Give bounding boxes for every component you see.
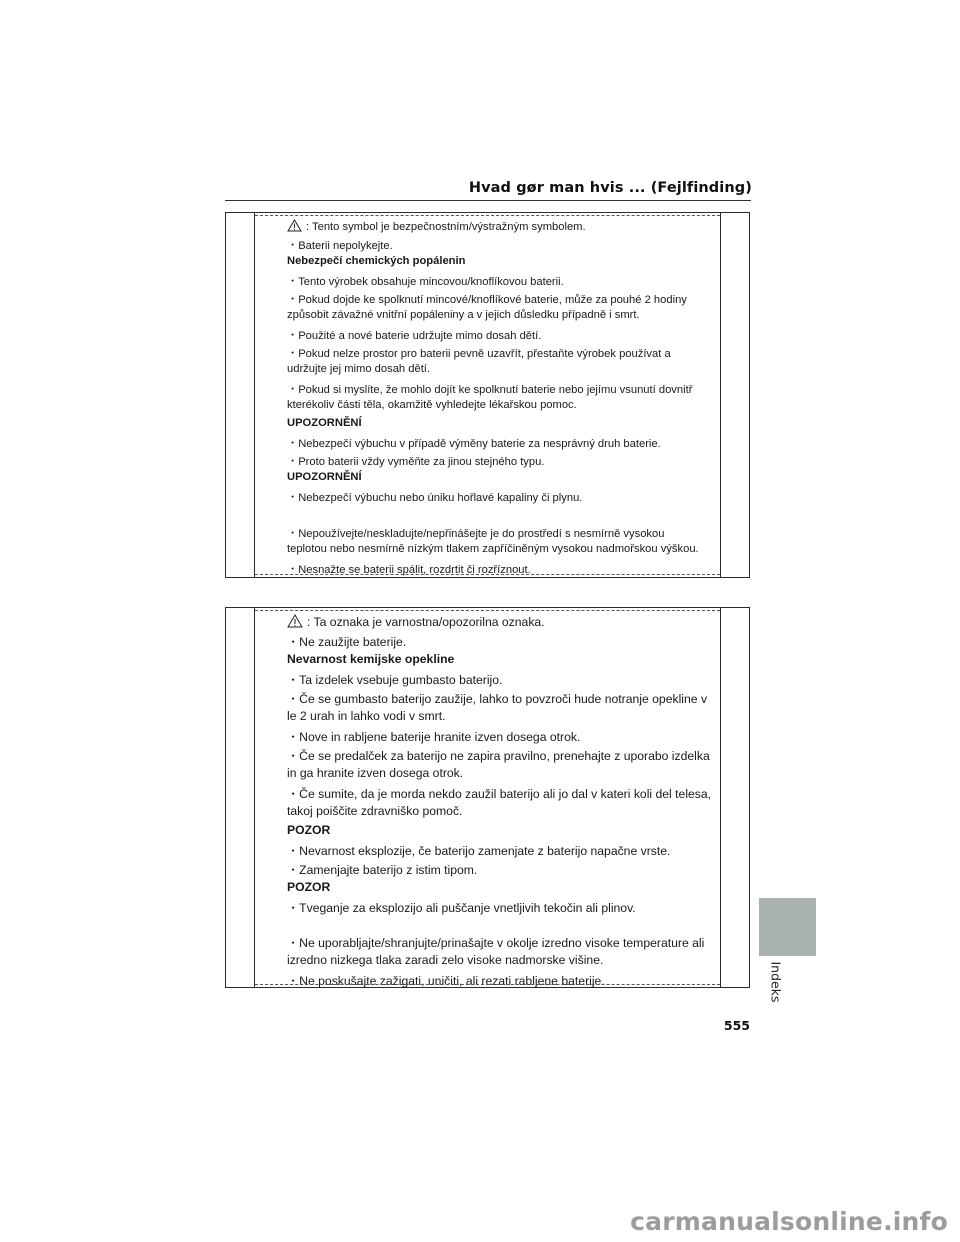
text-line: ・Proto baterii vždy vyměňte za jinou stejného typu. — [287, 456, 545, 468]
heading-caution: POZOR — [287, 880, 331, 894]
text-line: ・Tento výrobek obsahuje mincovou/knoflíkovou baterii. — [287, 276, 564, 288]
text-line: ・Zamenjajte baterijo z istim tipom. — [287, 863, 478, 877]
header-divider — [225, 200, 751, 201]
text-line: takoj poiščite zdravniško pomoč. — [287, 804, 463, 818]
text-line: ・Pokud si myslíte, že mohlo dojít ke spolknutí baterie nebo jejímu vsunutí dovnitř — [287, 384, 693, 396]
text-line: le 2 urah in lahko vodi v smrt. — [287, 709, 446, 723]
text-line: ・Nebezpečí výbuchu nebo úniku hořlavé kapaliny či plynu. — [287, 492, 583, 504]
watermark-text: carmanualsonline.info — [630, 1207, 948, 1236]
text-line: ・Nesnažte se baterii spálit, rozdrtit či rozříznout. — [287, 564, 531, 576]
text-line: ・Ne uporabljajte/shranjujte/prinašajte v okolje izredno visoke temperature ali — [287, 936, 705, 950]
text-line: ・Pokud dojde ke spolknutí mincové/knoflíkové baterie, může za pouhé 2 hodiny — [287, 294, 687, 306]
text-line: ・Če se predalček za baterijo ne zapira pravilno, prenehajte z uporabo izdelka — [287, 749, 710, 763]
text-line: ・Ne zaužijte baterije. — [287, 635, 407, 649]
text-line: ・Če se gumbasto baterijo zaužije, lahko to povzroči hude notranje opekline v — [287, 692, 708, 706]
text-line: kterékoliv části těla, okamžitě vyhledejte lékařskou pomoc. — [287, 399, 577, 411]
panel-inner-frame — [254, 608, 721, 987]
text-line: : Ta oznaka je varnostna/opozorilna oznaka. — [307, 615, 545, 629]
warning-triangle-icon — [287, 219, 302, 232]
heading-caution: UPOZORNĚNÍ — [287, 471, 362, 483]
warning-panel-czech — [225, 212, 750, 578]
text-line: ・Tveganje za eksplozijo ali puščanje vnetljivih tekočin ali plinov. — [287, 901, 636, 915]
text-line: udržujte jej mimo dosah dětí. — [287, 363, 431, 375]
text-line: ・Ne poskušajte zažigati, uničiti, ali rezati rabljene baterije. — [287, 974, 605, 988]
section-title: Hvad gør man hvis ... (Fejlfinding) — [468, 180, 752, 196]
heading-caution: POZOR — [287, 823, 331, 837]
text-line: ・Nevarnost eksplozije, če baterijo zamenjate z baterijo napačne vrste. — [287, 844, 671, 858]
text-line: in ga hranite izven dosega otrok. — [287, 766, 464, 780]
text-line: ・Použité a nové baterie udržujte mimo dosah dětí. — [287, 330, 542, 342]
text-line: izredno nizkega tlaka zaradi zelo visoke nadmorske višine. — [287, 953, 604, 967]
text-line: ・Če sumite, da je morda nekdo zaužil baterijo ali jo dal v kateri koli del telesa, — [287, 787, 712, 801]
text-line: ・Ta izdelek vsebuje gumbasto baterijo. — [287, 673, 503, 687]
index-side-tab[interactable] — [759, 898, 816, 956]
text-line: : Tento symbol je bezpečnostním/výstražným symbolem. — [306, 221, 586, 233]
text-line: ・Nove in rabljene baterije hranite izven dosega otrok. — [287, 730, 581, 744]
page-number: 555 — [723, 1018, 750, 1033]
text-line: teplotou nebo nesmírně nízkým tlakem zapříčiněným vysokou nadmořskou výškou. — [287, 543, 699, 555]
warning-panel-slovene — [225, 607, 750, 988]
index-tab-text: Indeks — [768, 961, 784, 1003]
text-line: způsobit závažné vnitřní popáleniny a v jejich důsledku případně i smrt. — [287, 309, 640, 321]
text-line: ・Nepoužívejte/neskladujte/nepřinášejte je do prostředí s nesmírně vysokou — [287, 528, 665, 540]
text-line: ・Baterii nepolykejte. — [287, 240, 393, 252]
heading-chemical-burns: Nevarnost kemijske opekline — [287, 652, 455, 666]
index-tab-label — [768, 961, 784, 1004]
warning-triangle-icon — [287, 614, 303, 628]
heading-caution: UPOZORNĚNÍ — [287, 417, 362, 429]
heading-chemical-burns: Nebezpečí chemických popálenin — [287, 255, 466, 267]
warning-symbol-line — [287, 219, 586, 233]
text-line: ・Nebezpečí výbuchu v případě výměny baterie za nesprávný druh baterie. — [287, 438, 661, 450]
text-line: ・Pokud nelze prostor pro baterii pevně uzavřít, přestaňte výrobek používat a — [287, 348, 671, 360]
panel-inner-frame — [254, 213, 721, 577]
warning-symbol-line — [287, 614, 545, 629]
